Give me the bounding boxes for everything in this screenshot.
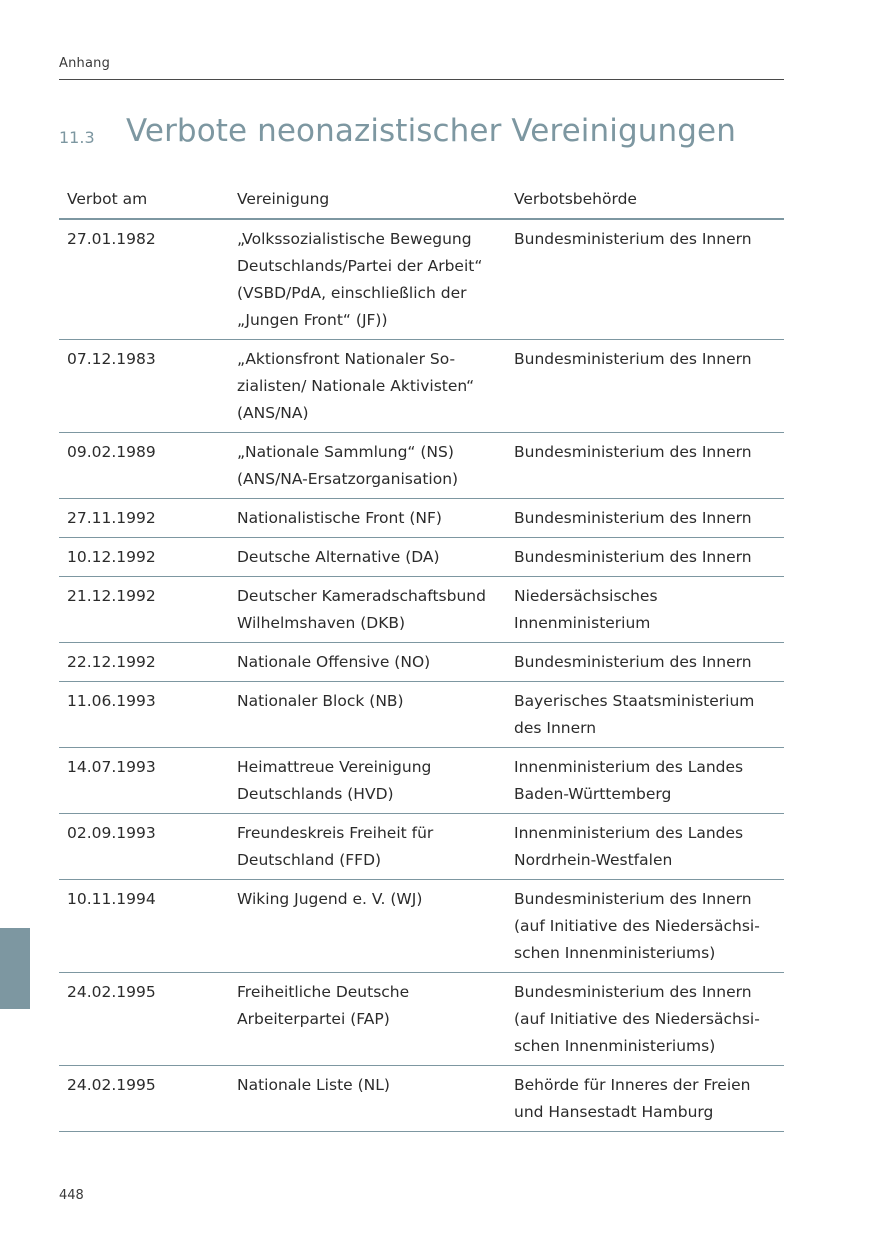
organization: „Nationale Sammlung“ (NS) (ANS/NA-Ersatzorganisation) — [229, 433, 506, 499]
table-row — [59, 682, 784, 748]
table-row — [59, 880, 784, 973]
ban-date: 27.01.1982 — [59, 219, 229, 340]
authority: Bundesministerium des Innern (auf Initiative des Niedersächsi- schen Innenministeriums) — [506, 880, 784, 973]
ban-date: 27.11.1992 — [59, 499, 229, 538]
section-title: Verbote neonazistischer Vereinigungen — [126, 113, 736, 149]
authority: Bundesministerium des Innern (auf Initiative des Niedersächsi- schen Innenministeriums) — [506, 973, 784, 1066]
ban-date: 24.02.1995 — [59, 1066, 229, 1132]
ban-date: 11.06.1993 — [59, 682, 229, 748]
table-row — [59, 814, 784, 880]
ban-date: 10.11.1994 — [59, 880, 229, 973]
authority: Bundesministerium des Innern — [506, 643, 784, 682]
table-row — [59, 973, 784, 1066]
authority: Innenministerium des Landes Nordrhein-Westfalen — [506, 814, 784, 880]
running-head: Anhang — [59, 56, 111, 71]
ban-date: 09.02.1989 — [59, 433, 229, 499]
table-header-row — [59, 180, 784, 219]
organization: Wiking Jugend e. V. (WJ) — [229, 880, 506, 973]
authority: Bundesministerium des Innern — [506, 499, 784, 538]
table-row — [59, 433, 784, 499]
organization: Nationale Offensive (NO) — [229, 643, 506, 682]
column-header-authority: Verbotsbehörde — [506, 180, 784, 219]
organization: Nationale Liste (NL) — [229, 1066, 506, 1132]
page-number: 448 — [59, 1188, 84, 1203]
ban-date: 02.09.1993 — [59, 814, 229, 880]
header-rule — [59, 79, 784, 80]
column-header-date: Verbot am — [59, 180, 229, 219]
organization: Deutsche Alternative (DA) — [229, 538, 506, 577]
column-header-organization: Vereinigung — [229, 180, 506, 219]
ban-date: 07.12.1983 — [59, 340, 229, 433]
authority: Niedersächsisches Innenministerium — [506, 577, 784, 643]
table-row — [59, 643, 784, 682]
table-row — [59, 340, 784, 433]
organization: Freundeskreis Freiheit für Deutschland (FFD) — [229, 814, 506, 880]
table-row — [59, 1066, 784, 1132]
ban-date: 24.02.1995 — [59, 973, 229, 1066]
ban-date: 22.12.1992 — [59, 643, 229, 682]
authority: Bundesministerium des Innern — [506, 340, 784, 433]
table-row — [59, 219, 784, 340]
organization: „Volkssozialistische Bewegung Deutschlands/Partei der Arbeit“ (VSBD/PdA, einschließlich der „Jungen Front“ (JF)) — [229, 219, 506, 340]
table-row — [59, 499, 784, 538]
table-row — [59, 748, 784, 814]
organization: „Aktionsfront Nationaler So- zialisten/ Nationale Aktivisten“ (ANS/NA) — [229, 340, 506, 433]
section-number: 11.3 — [59, 128, 95, 147]
authority: Bayerisches Staatsministerium des Innern — [506, 682, 784, 748]
chapter-thumb-tab — [0, 928, 30, 1009]
authority: Behörde für Inneres der Freien und Hansestadt Hamburg — [506, 1066, 784, 1132]
organization: Deutscher Kameradschaftsbund Wilhelmshaven (DKB) — [229, 577, 506, 643]
ban-date: 14.07.1993 — [59, 748, 229, 814]
ban-date: 21.12.1992 — [59, 577, 229, 643]
bans-table — [59, 180, 784, 1132]
authority: Bundesministerium des Innern — [506, 538, 784, 577]
organization: Heimattreue Vereinigung Deutschlands (HVD) — [229, 748, 506, 814]
authority: Bundesministerium des Innern — [506, 219, 784, 340]
table-row — [59, 577, 784, 643]
ban-date: 10.12.1992 — [59, 538, 229, 577]
organization: Freiheitliche Deutsche Arbeiterpartei (FAP) — [229, 973, 506, 1066]
table-row — [59, 538, 784, 577]
organization: Nationaler Block (NB) — [229, 682, 506, 748]
authority: Innenministerium des Landes Baden-Württemberg — [506, 748, 784, 814]
organization: Nationalistische Front (NF) — [229, 499, 506, 538]
authority: Bundesministerium des Innern — [506, 433, 784, 499]
